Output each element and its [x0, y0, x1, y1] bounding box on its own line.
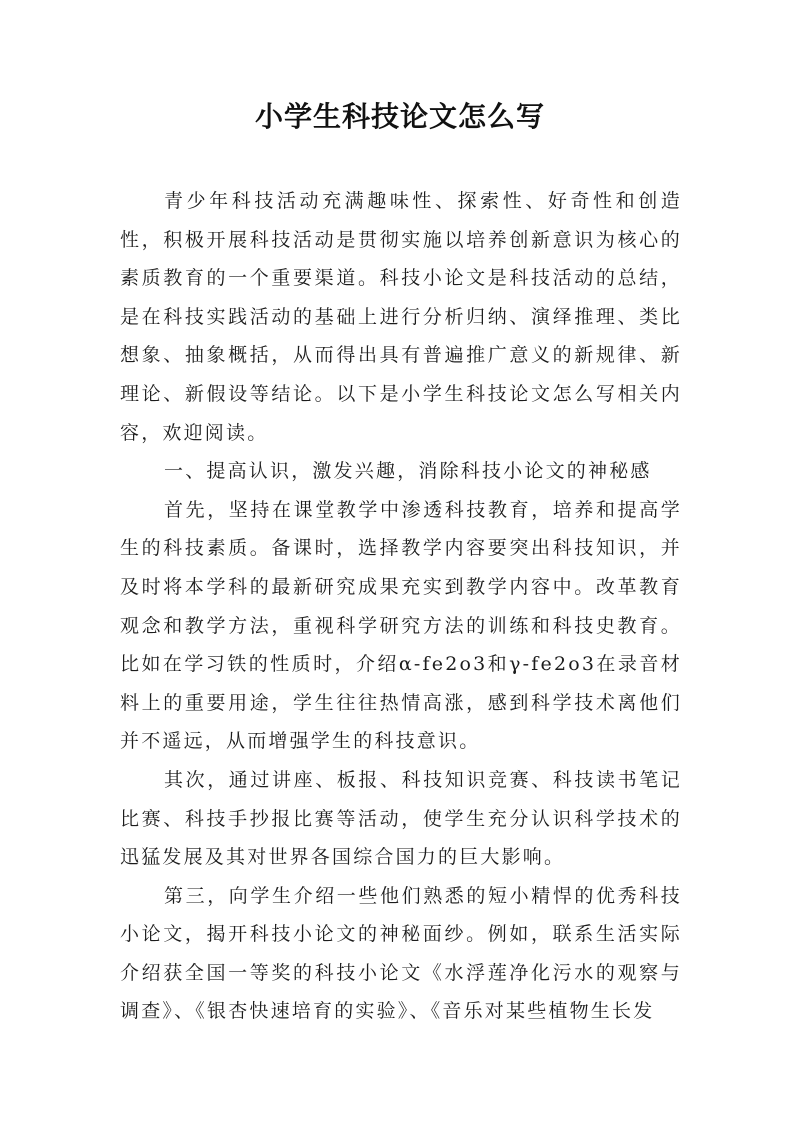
body-paragraph-third: 第三，向学生介绍一些他们熟悉的短小精悍的优秀科技小论文，揭开科技小论文的神秘面纱。例如，联系生活实际介绍获全国一等奖的科技小论文《水浮莲净化污水的观察与调查》、《银杏快速培育的实验》、《音乐对某些植物生长发 — [120, 884, 682, 1023]
body-paragraph-second: 其次，通过讲座、板报、科技知识竞赛、科技读书笔记比赛、科技手抄报比赛等活动，使学生充分认识科学技术的迅猛发展及其对世界各国综合国力的巨大影响。 — [120, 768, 682, 869]
body-paragraph-first: 首先，坚持在课堂教学中渗透科技教育，培养和提高学生的科技素质。备课时，选择教学内容要突出科技知识，并及时将本学科的最新研究成果充实到教学内容中。改革教育观念和教学方法，重视科学研究方法的训练和科技史教育。比如在学习铁的性质时，介绍α-fe2o3和γ-fe2o3在录音材料上的重要用途，学生往往热情高涨，感到科学技术离他们并不遥远，从而增强学生的科技意识。 — [120, 498, 682, 753]
document-title: 小学生科技论文怎么写 — [254, 100, 545, 133]
section-heading: 一、提高认识，激发兴趣，消除科技小论文的神秘感 — [164, 460, 652, 483]
document-body — [120, 182, 682, 1031]
intro-paragraph: 青少年科技活动充满趣味性、探索性、好奇性和创造性，积极开展科技活动是贯彻实施以培养创新意识为核心的素质教育的一个重要渠道。科技小论文是科技活动的总结，是在科技实践活动的基础上进行分析归纳、演绎推理、类比想象、抽象概括，从而得出具有普遍推广意义的新规律、新理论、新假设等结论。以下是小学生科技论文怎么写相关内容，欢迎阅读。 — [120, 190, 682, 444]
